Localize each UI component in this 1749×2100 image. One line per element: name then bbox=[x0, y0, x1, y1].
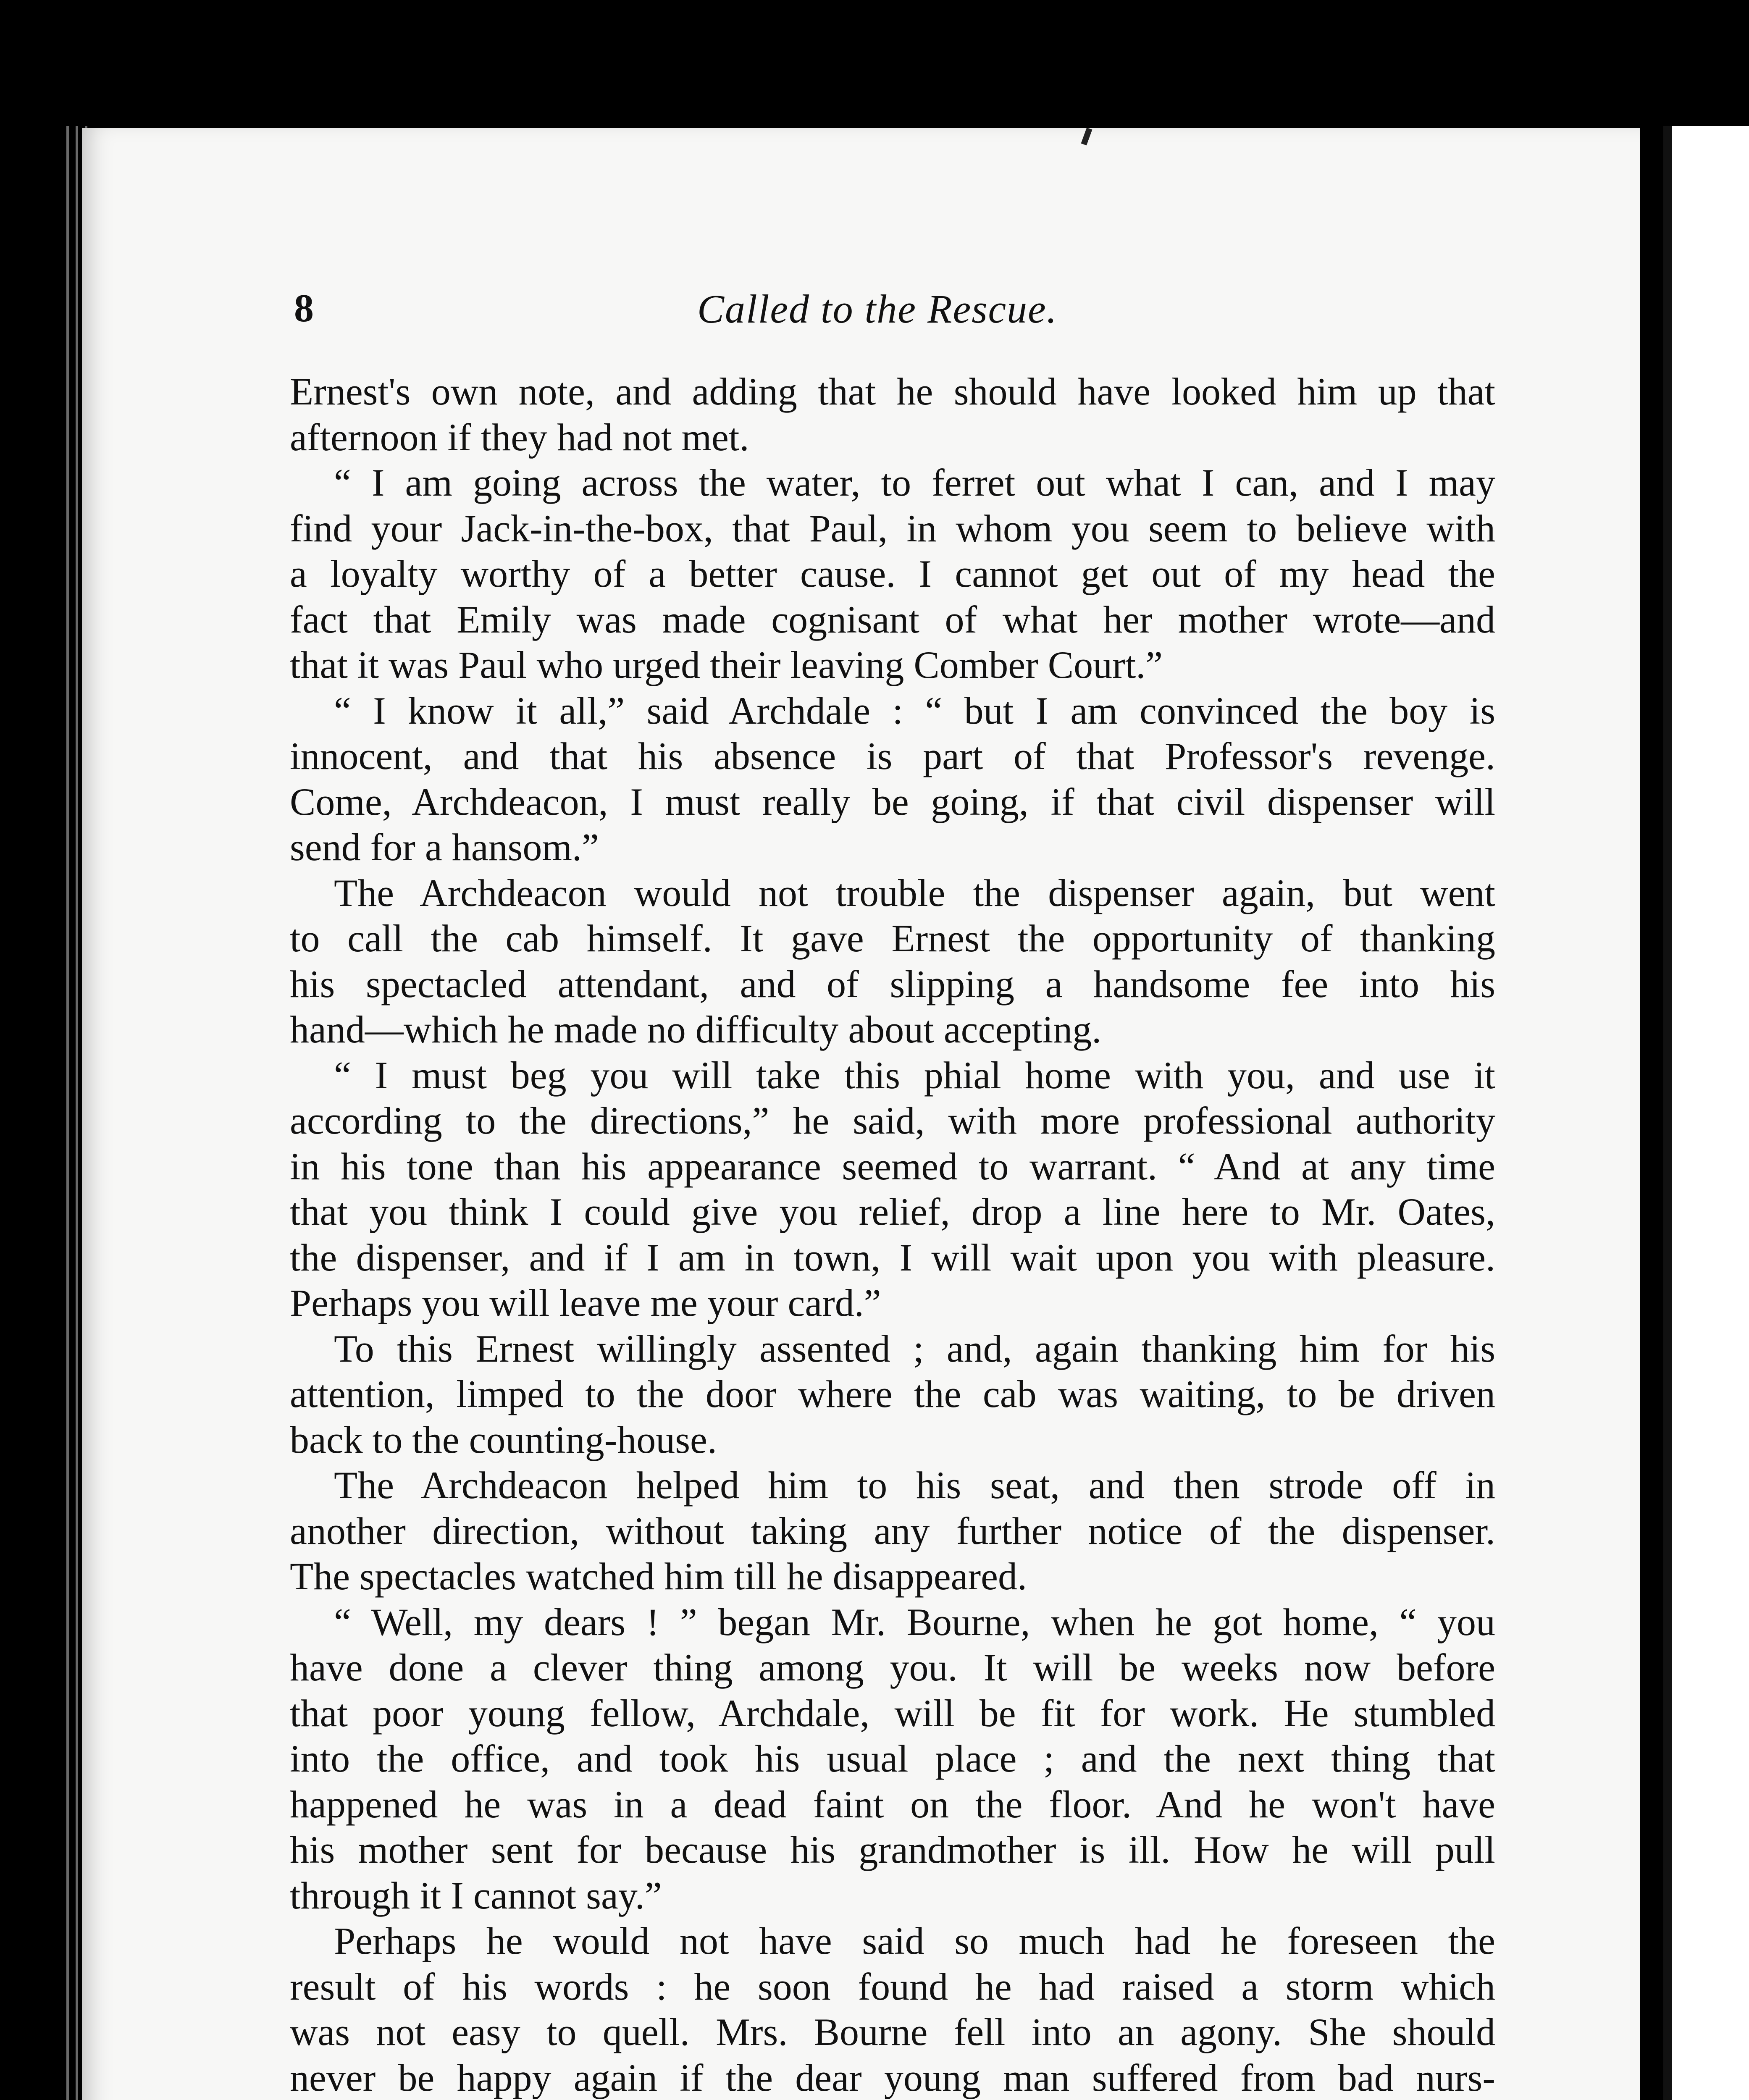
text-line: Ernest's own note, and adding that he should have looked him up that bbox=[290, 370, 1495, 413]
text-line: “ I know it all,” said Archdale : “ but I am convinced the boy is bbox=[334, 689, 1495, 732]
text-line: have done a clever thing among you. It will be weeks now before bbox=[290, 1646, 1495, 1689]
text-line: happened he was in a dead faint on the floor. And he won't have bbox=[290, 1782, 1495, 1826]
text-line: result of his words : he soon found he had raised a storm which bbox=[290, 1965, 1495, 2008]
text-line: hand—which he made no difficulty about accepting. bbox=[290, 1008, 1102, 1051]
body-text bbox=[290, 369, 1495, 2100]
text-line: the dispenser, and if I am in town, I will wait upon you with pleasure. bbox=[290, 1236, 1495, 1279]
text-line: To this Ernest willingly assented ; and, again thanking him for his bbox=[334, 1327, 1495, 1370]
text-line: fact that Emily was made cognisant of what her mother wrote—and bbox=[290, 598, 1495, 641]
text-line: Perhaps you will leave me your card.” bbox=[290, 1281, 881, 1324]
text-line: “ I must beg you will take this phial home with you, and use it bbox=[334, 1053, 1495, 1097]
text-line: in his tone than his appearance seemed to warrant. “ And at any time bbox=[290, 1144, 1495, 1188]
text-line: according to the directions,” he said, with more professional authority bbox=[290, 1099, 1495, 1142]
text-line: his mother sent for because his grandmother is ill. How he will pull bbox=[290, 1828, 1495, 1871]
page-number: 8 bbox=[294, 286, 314, 330]
text-line: find your Jack-in-the-box, that Paul, in whom you seem to believe with bbox=[290, 507, 1495, 550]
page-header bbox=[294, 286, 1749, 336]
text-line: “ Well, my dears ! ” began Mr. Bourne, when he got home, “ you bbox=[334, 1600, 1495, 1643]
text-line: that you think I could give you relief, drop a line here to Mr. Oates, bbox=[290, 1190, 1495, 1233]
text-line: innocent, and that his absence is part of that Professor's revenge. bbox=[290, 735, 1495, 777]
text-line: to call the cab himself. It gave Ernest the opportunity of thanking bbox=[290, 917, 1495, 960]
text-line: “ I am going across the water, to ferret out what I can, and I may bbox=[334, 461, 1495, 504]
text-line: The Archdeacon helped him to his seat, and then strode off in bbox=[334, 1464, 1495, 1507]
text-line: send for a hansom.” bbox=[290, 826, 599, 869]
text-line: another direction, without taking any further notice of the dispenser. bbox=[290, 1509, 1495, 1552]
text-line: The spectacles watched him till he disappeared. bbox=[290, 1555, 1027, 1598]
text-line: a loyalty worthy of a better cause. I cannot get out of my head the bbox=[290, 552, 1495, 595]
text-line: that poor young fellow, Archdale, will be fit for work. He stumbled bbox=[290, 1691, 1495, 1735]
text-line: never be happy again if the dear young man suffered from bad nurs- bbox=[290, 2056, 1495, 2099]
text-line: The Archdeacon would not trouble the dispenser again, but went bbox=[334, 871, 1495, 914]
facing-page-edge bbox=[1663, 126, 1749, 2100]
text-line: that it was Paul who urged their leaving Comber Court.” bbox=[290, 643, 1163, 686]
text-line: through it I cannot say.” bbox=[290, 1874, 662, 1917]
text-line: Come, Archdeacon, I must really be going, if that civil dispenser will bbox=[290, 780, 1495, 823]
text-line: into the office, and took his usual place ; and the next thing that bbox=[290, 1737, 1495, 1780]
running-head: Called to the Rescue. bbox=[697, 286, 1058, 331]
text-line: was not easy to quell. Mrs. Bourne fell into an agony. She should bbox=[290, 2011, 1495, 2053]
text-line: back to the counting-house. bbox=[290, 1418, 717, 1461]
text-line: Perhaps he would not have said so much had he foreseen the bbox=[334, 1919, 1495, 1962]
text-line: attention, limped to the door where the cab was waiting, to be driven bbox=[290, 1373, 1495, 1415]
text-line: his spectacled attendant, and of slipping a handsome fee into his bbox=[290, 962, 1495, 1005]
text-line: afternoon if they had not met. bbox=[290, 415, 749, 459]
